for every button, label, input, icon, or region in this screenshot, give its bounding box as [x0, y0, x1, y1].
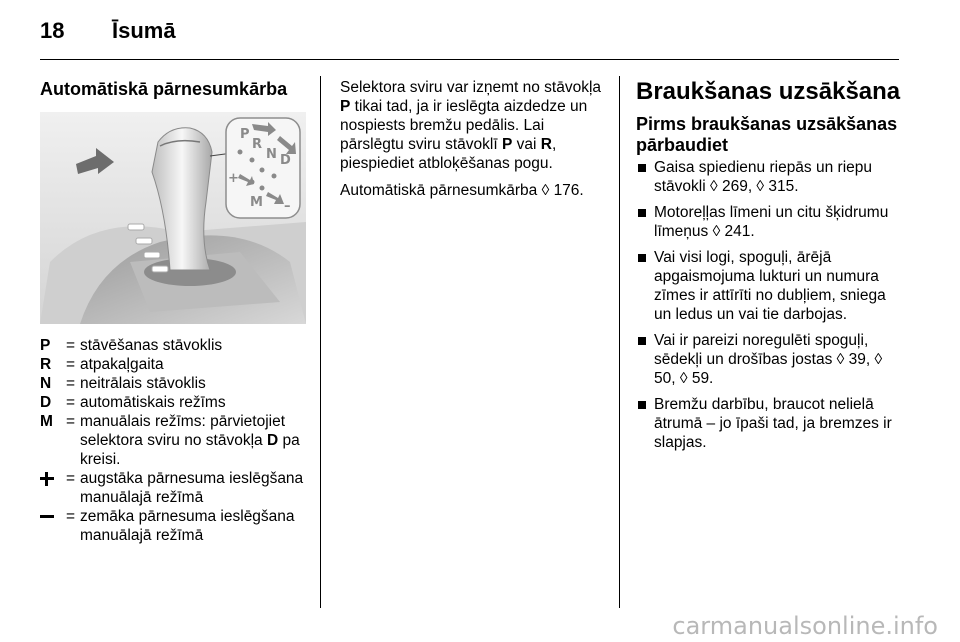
gate-plus: + [228, 171, 239, 186]
legend-equals: = [66, 413, 76, 430]
legend-row-n [40, 374, 306, 393]
section-heading: Automātiskā pārnesumkārba [40, 79, 288, 99]
gate-letter-m: M [250, 195, 263, 210]
legend-text: augstāka pārnesuma ieslēgšana manuālajā režīmā [80, 470, 304, 506]
bold-p: P [340, 98, 351, 115]
legend-text: stāvēšanas stāvoklis [80, 337, 223, 354]
minus-icon [40, 515, 54, 518]
legend-text: atpakaļgaita [80, 356, 164, 373]
text-run: , piespiediet atbloķēšanas pogu. [340, 136, 557, 172]
legend-key: M [40, 413, 53, 430]
legend-equals: = [66, 394, 76, 411]
checklist [636, 158, 902, 452]
gate-minus: – [284, 199, 291, 214]
main-heading: Braukšanas uzsākšana [636, 78, 901, 105]
legend-text: zemāka pārnesuma ieslēgšana manuālajā režīmā [80, 508, 295, 544]
gate-letter-d: D [280, 153, 291, 168]
gate-letter-p: P [240, 127, 250, 142]
legend-row-m [40, 412, 306, 469]
legend-text: neitrālais stāvoklis [80, 375, 206, 392]
list-item: Vai ir pareizi noregulēti spoguļi, sēdekļi un drošības jostas ◊ 39, ◊ 50, ◊ 59. [636, 331, 902, 388]
sub-heading: Pirms braukšanas uzsākšanas pārbaudiet [636, 114, 898, 155]
legend-equals: = [66, 508, 76, 525]
legend-key: P [40, 337, 51, 354]
text-run: Selektora sviru var izņemt no stāvokļa [340, 79, 602, 96]
column-divider-2 [619, 76, 620, 608]
legend-key: R [40, 356, 52, 373]
plus-icon [40, 472, 54, 486]
column-3 [636, 78, 902, 459]
column-divider-1 [320, 76, 321, 608]
column-1 [40, 78, 306, 545]
legend-key [40, 469, 66, 507]
lever-release-paragraph [340, 78, 602, 173]
header-divider [40, 59, 899, 60]
legend-equals: = [66, 375, 76, 392]
legend-text [80, 412, 306, 469]
legend-text: automātiskais režīms [80, 394, 226, 411]
chapter-title: Īsumā [112, 18, 176, 43]
legend-text-part: pa kreisi. [80, 432, 300, 468]
legend-equals: = [66, 356, 76, 373]
page-header [40, 18, 920, 48]
legend-key: D [40, 394, 52, 411]
gear-lever-drawing [40, 112, 306, 324]
list-item: Bremžu darbību, braucot nelielā ātrumā – jo īpaši tad, ja bremzes ir slapjas. [636, 395, 902, 452]
page-number: 18 [40, 18, 65, 43]
list-item: Motoreļļas līmeni un citu šķidrumu līmeņus ◊ 241. [636, 203, 902, 241]
text-run: tikai tad, ja ir ieslēgta aizdedze un nospiests bremžu pedālis. Lai pārslēgtu sviru stāvoklī [340, 98, 588, 153]
legend-row-r [40, 355, 306, 374]
legend-row-d [40, 393, 306, 412]
watermark: carmanualsonline.info [672, 612, 938, 640]
bold-p: P [501, 136, 513, 153]
legend-row-plus [40, 469, 306, 507]
text-run: vai [512, 136, 541, 153]
gate-letter-r: R [252, 137, 263, 152]
legend-text-part: manuālais režīms: pārvietojiet selektora sviru no stāvokļa [80, 413, 286, 449]
legend-key [40, 507, 66, 545]
legend-key: N [40, 375, 52, 392]
gate-letter-n: N [266, 147, 277, 162]
legend-equals: = [66, 337, 76, 354]
list-item: Vai visi logi, spoguļi, ārējā apgaismojuma lukturi un numura zīmes ir attīrīti no dubļiem, sniega un ledus un vai tie darbojas. [636, 248, 902, 324]
legend-bold-d: D [266, 432, 279, 449]
column-2 [340, 78, 602, 208]
list-item: Gaisa spiedienu riepās un riepu stāvokli ◊ 269, ◊ 315. [636, 158, 902, 196]
gear-legend [40, 336, 306, 545]
bold-r: R [540, 136, 552, 153]
gear-selector-illustration [40, 112, 306, 324]
cross-reference: Automātiskā pārnesumkārba ◊ 176. [340, 182, 584, 199]
legend-row-minus [40, 507, 306, 545]
legend-equals: = [66, 470, 76, 487]
legend-row-p [40, 336, 306, 355]
